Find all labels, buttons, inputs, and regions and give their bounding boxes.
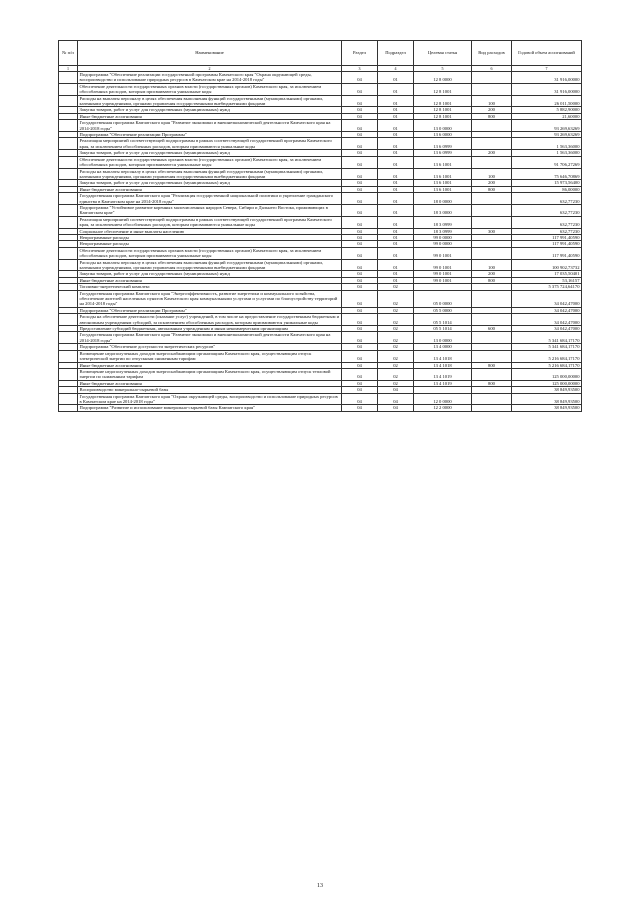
- row-razdel: 04: [342, 228, 378, 234]
- row-target-article: 13 6 0000: [414, 132, 472, 138]
- row-podrazdel: 02: [378, 332, 414, 344]
- row-podrazdel: 01: [378, 193, 414, 205]
- table-row: [59, 314, 582, 326]
- row-name: Закупка товаров, работ и услуг для государственных (муниципальных) нужд: [78, 180, 342, 186]
- row-podrazdel: 02: [378, 380, 414, 386]
- row-razdel: 04: [342, 168, 378, 180]
- row-podrazdel: 01: [378, 259, 414, 271]
- row-expense-type: [472, 216, 512, 228]
- table-row: [59, 259, 582, 271]
- row-podrazdel: 01: [378, 186, 414, 192]
- table-row: [59, 332, 582, 344]
- row-target-article: 99 0 0000: [414, 241, 472, 247]
- row-amount: 5 341 684,17170: [512, 344, 582, 350]
- col-header-expense-type: Вид расходов: [472, 41, 512, 66]
- row-expense-type: 800: [472, 277, 512, 283]
- row-amount: 5 341 684,17170: [512, 332, 582, 344]
- row-amount: 93 269,63269: [512, 120, 582, 132]
- row-podrazdel: 04: [378, 387, 414, 393]
- row-razdel: 04: [342, 83, 378, 95]
- row-name: Подпрограмма "Устойчивое развитие коренных малочисленных народов Севера, Сибири и Дальнего Востока, проживающих в Камчатском крае": [78, 204, 342, 216]
- row-expense-type: 800: [472, 186, 512, 192]
- row-expense-type: [472, 138, 512, 150]
- row-target-article: 13 6 0999: [414, 138, 472, 150]
- row-name: Государственная программа Камчатского края "Развитие экономики и внешнеэкономической деятельности Камчатского края на 2014-2018 годы": [78, 120, 342, 132]
- row-amount: 1 563,36000: [512, 138, 582, 150]
- row-name: Воспроизводство минерально-сырьевой базы: [78, 387, 342, 393]
- row-name: Возмещение недополученных доходов энергоснабжающим организациям Камчатского края, осуществляющим отпуск тепловой энергии по сниженным тарифам: [78, 368, 342, 380]
- row-amount: 31 916,00000: [512, 72, 582, 84]
- column-number: 6: [472, 66, 512, 72]
- row-target-article: 12 8 1001: [414, 113, 472, 119]
- table-row: [59, 216, 582, 228]
- row-amount: 5 216 684,17170: [512, 362, 582, 368]
- row-target-article: 12 8 1001: [414, 95, 472, 107]
- row-target-article: 05 5 1014: [414, 314, 472, 326]
- row-number: [59, 332, 78, 344]
- row-name: Иные бюджетные ассигнования: [78, 380, 342, 386]
- table-row: [59, 95, 582, 107]
- row-target-article: 05 5 1014: [414, 326, 472, 332]
- row-number: [59, 393, 78, 405]
- row-razdel: 04: [342, 350, 378, 362]
- table-header-row: [59, 41, 582, 66]
- row-razdel: 04: [342, 387, 378, 393]
- row-podrazdel: 01: [378, 247, 414, 259]
- row-number: [59, 350, 78, 362]
- table-row: [59, 368, 582, 380]
- row-expense-type: [472, 120, 512, 132]
- row-amount: 31 916,00000: [512, 83, 582, 95]
- row-razdel: 04: [342, 138, 378, 150]
- row-podrazdel: 01: [378, 271, 414, 277]
- row-amount: 21,60000: [512, 113, 582, 119]
- row-number: [59, 83, 78, 95]
- row-expense-type: [472, 204, 512, 216]
- row-target-article: 13 6 1001: [414, 180, 472, 186]
- row-target-article: 99 0 1001: [414, 271, 472, 277]
- table-row: [59, 193, 582, 205]
- row-target-article: 13 0 0000: [414, 332, 472, 344]
- row-razdel: 04: [342, 362, 378, 368]
- row-razdel: 04: [342, 271, 378, 277]
- row-number: [59, 138, 78, 150]
- row-target-article: 13 6 1001: [414, 186, 472, 192]
- row-razdel: 04: [342, 95, 378, 107]
- row-expense-type: [472, 332, 512, 344]
- row-number: [59, 120, 78, 132]
- column-number: 4: [378, 66, 414, 72]
- row-number: [59, 72, 78, 84]
- row-razdel: 04: [342, 113, 378, 119]
- row-amount: 86,00000: [512, 186, 582, 192]
- table-row: [59, 168, 582, 180]
- row-razdel: 04: [342, 326, 378, 332]
- row-podrazdel: 01: [378, 168, 414, 180]
- col-header-name: Наименование: [78, 41, 342, 66]
- row-number: [59, 405, 78, 411]
- row-amount: 632,77230: [512, 228, 582, 234]
- row-expense-type: [472, 247, 512, 259]
- row-razdel: 04: [342, 247, 378, 259]
- row-razdel: 04: [342, 234, 378, 240]
- row-name: Расходы на выплаты персоналу в целях обеспечения выполнения функций государственными (муниципальными) органами, казенными учреждениями, органами управления государственными внебюджетными фондами: [78, 168, 342, 180]
- row-target-article: 13 4 1018: [414, 350, 472, 362]
- row-podrazdel: 02: [378, 368, 414, 380]
- row-amount: 5 216 684,17170: [512, 350, 582, 362]
- row-podrazdel: 01: [378, 228, 414, 234]
- row-expense-type: [472, 72, 512, 84]
- row-razdel: 04: [342, 120, 378, 132]
- row-name: Подпрограмма "Обеспечение доступности энергетических ресурсов": [78, 344, 342, 350]
- row-podrazdel: 04: [378, 393, 414, 405]
- row-number: [59, 290, 78, 307]
- row-target-article: 99 0 0000: [414, 234, 472, 240]
- row-expense-type: [472, 368, 512, 380]
- table-row: [59, 138, 582, 150]
- row-razdel: 04: [342, 132, 378, 138]
- column-number: 3: [342, 66, 378, 72]
- row-razdel: 04: [342, 284, 378, 290]
- row-amount: 125 000,00000: [512, 380, 582, 386]
- row-razdel: 04: [342, 150, 378, 156]
- row-name: Топливно-энергетический комплекс: [78, 284, 342, 290]
- col-header-razdel: Раздел: [342, 41, 378, 66]
- table-row: [59, 156, 582, 168]
- row-amount: 91 706,27269: [512, 156, 582, 168]
- row-amount: 17 035,50401: [512, 271, 582, 277]
- row-target-article: 13 4 1019: [414, 368, 472, 380]
- row-podrazdel: 01: [378, 132, 414, 138]
- row-razdel: 04: [342, 193, 378, 205]
- table-row: [59, 72, 582, 84]
- row-target-article: 13 4 0000: [414, 344, 472, 350]
- row-target-article: 13 6 0999: [414, 150, 472, 156]
- row-target-article: 13 6 1001: [414, 168, 472, 180]
- row-target-article: 13 0 0000: [414, 120, 472, 132]
- row-razdel: 04: [342, 405, 378, 411]
- table-row: [59, 204, 582, 216]
- row-podrazdel: 01: [378, 150, 414, 156]
- row-podrazdel: 01: [378, 234, 414, 240]
- row-target-article: 18 3 0999: [414, 228, 472, 234]
- row-razdel: 04: [342, 314, 378, 326]
- row-expense-type: 300: [472, 228, 512, 234]
- row-razdel: 04: [342, 186, 378, 192]
- row-podrazdel: 02: [378, 326, 414, 332]
- row-name: Государственная программа Камчатского края "Реализация государственной национальной политики и укрепление гражданского единства в Камчатском крае на 2014-2018 годы": [78, 193, 342, 205]
- row-name: Государственная программа Камчатского края "Энергоэффективность, развитие энергетики и коммунального хозяйства, обеспечение жителей населенных пунктов Камчатского края коммунальными услугами и услугами по благоустройству территорий на 2014-2018 годы": [78, 290, 342, 307]
- row-expense-type: 100: [472, 259, 512, 271]
- row-amount: 34 042,47000: [512, 290, 582, 307]
- table-row: [59, 350, 582, 362]
- row-podrazdel: 01: [378, 156, 414, 168]
- col-header-target-article: Целевая статья: [414, 41, 472, 66]
- table-row: [59, 247, 582, 259]
- row-amount: 15 973,56400: [512, 180, 582, 186]
- row-target-article: 99 0 1001: [414, 259, 472, 271]
- column-number: 2: [78, 66, 342, 72]
- row-target-article: 13 4 1018: [414, 362, 472, 368]
- row-target-article: 18 0 0000: [414, 193, 472, 205]
- row-target-article: 05 0 0000: [414, 290, 472, 307]
- row-amount: 1 563,36000: [512, 150, 582, 156]
- row-name: Непрограммные расходы: [78, 241, 342, 247]
- row-name: Подпрограмма "Обеспечение реализации государственной программы Камчатского края "Охрана окружающей среды, воспроизводство и использование природных ресурсов в Камчатском крае на 2014-2018 годы": [78, 72, 342, 84]
- row-target-article: 99 0 1001: [414, 277, 472, 283]
- row-expense-type: [472, 393, 512, 405]
- row-podrazdel: 02: [378, 314, 414, 326]
- row-amount: 38 849,93500: [512, 405, 582, 411]
- row-name: Социальное обеспечение и иные выплаты населению: [78, 228, 342, 234]
- table-row: [59, 290, 582, 307]
- row-target-article: 05 5 0000: [414, 307, 472, 313]
- column-number: 1: [59, 66, 78, 72]
- table-row: [59, 405, 582, 411]
- row-podrazdel: 01: [378, 107, 414, 113]
- row-name: Предоставление субсидий бюджетным, автономным учреждениям и иным некоммерческим организациям: [78, 326, 342, 332]
- row-name: Закупка товаров, работ и услуг для государственных (муниципальных) нужд: [78, 107, 342, 113]
- row-expense-type: 200: [472, 180, 512, 186]
- row-razdel: 04: [342, 107, 378, 113]
- row-razdel: 04: [342, 332, 378, 344]
- row-expense-type: [472, 290, 512, 307]
- row-expense-type: [472, 83, 512, 95]
- row-podrazdel: 01: [378, 241, 414, 247]
- row-podrazdel: 04: [378, 405, 414, 411]
- table-row: [59, 83, 582, 95]
- row-number: [59, 193, 78, 205]
- row-razdel: 04: [342, 241, 378, 247]
- row-expense-type: [472, 193, 512, 205]
- row-podrazdel: 01: [378, 113, 414, 119]
- row-amount: 632,77230: [512, 204, 582, 216]
- row-name: Расходы на выплаты персоналу в целях обеспечения выполнения функций государственными (муниципальными) органами, казенными учреждениями, органами управления государственными внебюджетными фондами: [78, 95, 342, 107]
- row-expense-type: 600: [472, 326, 512, 332]
- row-target-article: 99 0 1001: [414, 247, 472, 259]
- row-razdel: 04: [342, 216, 378, 228]
- row-amount: 117 991,40590: [512, 247, 582, 259]
- col-header-amount: Годовой объем ассигнований: [512, 41, 582, 66]
- row-name: Возмещение недополученных доходов энергоснабжающим организациям Камчатского края, осуществляющим отпуск электрической энергии по отпускным сниженным тарифам: [78, 350, 342, 362]
- row-expense-type: [472, 350, 512, 362]
- row-number: [59, 156, 78, 168]
- row-name: Иные бюджетные ассигнования: [78, 277, 342, 283]
- row-expense-type: 800: [472, 380, 512, 386]
- row-name: Государственная программа Камчатского края "Развитие экономики и внешнеэкономической деятельности Камчатского края на 2014-2018 годы": [78, 332, 342, 344]
- row-number: [59, 204, 78, 216]
- row-amount: 38 849,93500: [512, 393, 582, 405]
- row-podrazdel: 01: [378, 204, 414, 216]
- row-amount: 117 991,40590: [512, 234, 582, 240]
- row-target-article: 18 3 0000: [414, 204, 472, 216]
- row-expense-type: 100: [472, 95, 512, 107]
- budget-table: [58, 40, 582, 412]
- row-razdel: 04: [342, 156, 378, 168]
- row-podrazdel: 01: [378, 180, 414, 186]
- row-razdel: 04: [342, 204, 378, 216]
- row-expense-type: 200: [472, 107, 512, 113]
- row-podrazdel: 01: [378, 216, 414, 228]
- row-expense-type: 800: [472, 113, 512, 119]
- col-header-podrazdel: Подраздел: [378, 41, 414, 66]
- row-number: [59, 368, 78, 380]
- row-name: Непрограммные расходы: [78, 234, 342, 240]
- row-target-article: 13 6 1001: [414, 156, 472, 168]
- row-amount: 38 849,93500: [512, 387, 582, 393]
- row-amount: 100 902,73732: [512, 259, 582, 271]
- row-razdel: 04: [342, 72, 378, 84]
- row-razdel: 04: [342, 368, 378, 380]
- row-target-article: 12 8 1001: [414, 107, 472, 113]
- row-target-article: 13 4 1019: [414, 380, 472, 386]
- row-target-article: 18 3 0999: [414, 216, 472, 228]
- row-amount: 632,77230: [512, 193, 582, 205]
- row-name: Подпрограмма "Обеспечение реализации Программы": [78, 307, 342, 313]
- row-podrazdel: 01: [378, 138, 414, 150]
- row-name: Иные бюджетные ассигнования: [78, 186, 342, 192]
- row-podrazdel: 01: [378, 120, 414, 132]
- table-row: [59, 120, 582, 132]
- row-name: Обеспечение деятельности государственных органов власти (государственных органов) Камчатского края, за исключением обособленных расходов, которым присваиваются уникальные коды: [78, 247, 342, 259]
- row-amount: 53,16157: [512, 277, 582, 283]
- row-amount: 5 375 724,64170: [512, 284, 582, 290]
- row-expense-type: 800: [472, 362, 512, 368]
- row-amount: 117 991,40590: [512, 241, 582, 247]
- row-razdel: 04: [342, 277, 378, 283]
- row-podrazdel: 01: [378, 277, 414, 283]
- row-podrazdel: 02: [378, 290, 414, 307]
- row-name: Закупка товаров, работ и услуг для государственных (муниципальных) нужд: [78, 271, 342, 277]
- row-target-article: 12 8 1001: [414, 83, 472, 95]
- row-amount: 34 042,47000: [512, 314, 582, 326]
- row-name: Реализация мероприятий соответствующей подпрограммы в рамках соответствующей государственной программы Камчатского края, за исключением обособленных расходов, которым присваиваются уникальные коды: [78, 138, 342, 150]
- row-amount: 26 011,50000: [512, 95, 582, 107]
- row-number: [59, 247, 78, 259]
- row-amount: 125 000,00000: [512, 368, 582, 380]
- row-name: Подпрограмма "Обеспечение реализации Программы": [78, 132, 342, 138]
- table-body: [59, 72, 582, 412]
- row-name: Иные бюджетные ассигнования: [78, 113, 342, 119]
- row-podrazdel: 01: [378, 95, 414, 107]
- row-razdel: 04: [342, 290, 378, 307]
- row-expense-type: 200: [472, 150, 512, 156]
- row-podrazdel: 02: [378, 307, 414, 313]
- row-podrazdel: 01: [378, 72, 414, 84]
- row-amount: 75 646,70869: [512, 168, 582, 180]
- row-podrazdel: 02: [378, 344, 414, 350]
- row-expense-type: 200: [472, 271, 512, 277]
- row-razdel: 04: [342, 380, 378, 386]
- row-name: Обеспечение деятельности государственных органов власти (государственных органов) Камчатского края, за исключением обособленных расходов, которым присваиваются уникальные коды: [78, 83, 342, 95]
- row-number: [59, 168, 78, 180]
- row-number: [59, 314, 78, 326]
- page-number: 13: [317, 883, 323, 889]
- row-name: Закупка товаров, работ и услуг для государственных (муниципальных) нужд: [78, 150, 342, 156]
- row-amount: 632,77230: [512, 216, 582, 228]
- row-expense-type: [472, 156, 512, 168]
- row-expense-type: [472, 405, 512, 411]
- row-podrazdel: 01: [378, 83, 414, 95]
- row-name: Расходы на обеспечение деятельности (оказание услуг) учреждений, в том числе на предоставление государственным бюджетным и автономным учреждениям субсидий, за исключением обособленных расходов, которым присваиваются уникальные коды: [78, 314, 342, 326]
- row-razdel: 04: [342, 393, 378, 405]
- row-name: Государственная программа Камчатского края "Охрана окружающей среды, воспроизводство и использование природных ресурсов в Камчатском крае на 2014-2018 годы": [78, 393, 342, 405]
- col-header-number: № п/п: [59, 41, 78, 66]
- row-name: Обеспечение деятельности государственных органов власти (государственных органов) Камчатского края, за исключением обособленных расходов, которым присваиваются уникальные коды: [78, 156, 342, 168]
- row-amount: 93 269,63269: [512, 132, 582, 138]
- row-podrazdel: 02: [378, 350, 414, 362]
- row-number: [59, 259, 78, 271]
- table-row: [59, 393, 582, 405]
- row-amount: 5 882,90000: [512, 107, 582, 113]
- column-number: 5: [414, 66, 472, 72]
- row-target-article: 12 2 0000: [414, 405, 472, 411]
- column-number: 7: [512, 66, 582, 72]
- row-expense-type: 100: [472, 168, 512, 180]
- row-target-article: 12 0 0000: [414, 393, 472, 405]
- row-amount: 34 042,47000: [512, 326, 582, 332]
- row-target-article: 12 8 0000: [414, 72, 472, 84]
- row-amount: 34 042,47000: [512, 307, 582, 313]
- row-name: Иные бюджетные ассигнования: [78, 362, 342, 368]
- row-razdel: 04: [342, 180, 378, 186]
- row-name: Реализация мероприятий соответствующей подпрограммы в рамках соответствующей государственной программы Камчатского края, за исключением обособленных расходов, которым присваиваются уникальные коды: [78, 216, 342, 228]
- row-name: Расходы на выплаты персоналу в целях обеспечения выполнения функций государственными (муниципальными) органами, казенными учреждениями, органами управления государственными внебюджетными фондами: [78, 259, 342, 271]
- row-number: [59, 216, 78, 228]
- row-name: Подпрограмма "Развитие и использование минерально-сырьевой базы Камчатского края": [78, 405, 342, 411]
- row-podrazdel: 02: [378, 362, 414, 368]
- row-expense-type: [472, 314, 512, 326]
- row-razdel: 04: [342, 307, 378, 313]
- row-razdel: 04: [342, 344, 378, 350]
- row-podrazdel: 02: [378, 284, 414, 290]
- row-razdel: 04: [342, 259, 378, 271]
- row-number: [59, 95, 78, 107]
